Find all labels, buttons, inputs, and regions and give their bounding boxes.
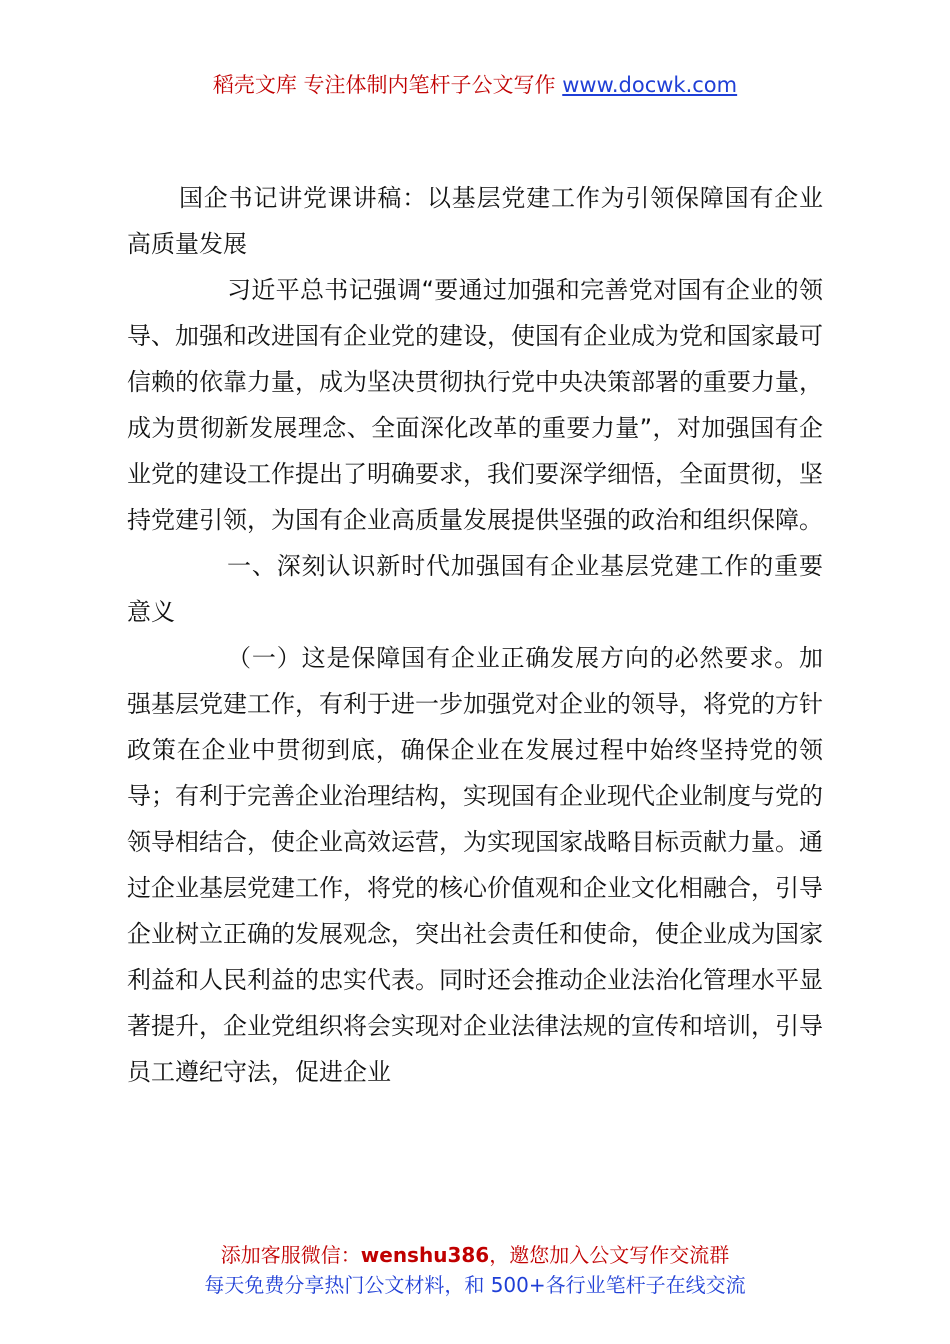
document-body	[127, 175, 823, 1095]
footer-contact-prefix: 添加客服微信：	[220, 1243, 361, 1267]
page-footer	[0, 1240, 950, 1300]
footer-promo-line: 每天免费分享热门公文材料，和 500+各行业笔杆子在线交流	[204, 1273, 746, 1297]
footer-contact-suffix: ，邀您加入公文写作交流群	[489, 1243, 730, 1267]
site-link[interactable]: www.docwk.com	[562, 73, 738, 97]
paragraph: 习近平总书记强调“要通过加强和完善党对国有企业的领导、加强和改进国有企业党的建设，使国有企业成为党和国家最可信赖的依靠力量，成为坚决贯彻执行党中央决策部署的重要力量，成为贯彻新发展理念、全面深化改革的重要力量”，对加强国有企业党的建设工作提出了明确要求，我们要深学细悟，全面贯彻，坚持党建引领，为国有企业高质量发展提供坚强的政治和组织保障。	[127, 276, 823, 534]
page-header	[0, 70, 950, 100]
paragraph: （一）这是保障国有企业正确发展方向的必然要求。加强基层党建工作，有利于进一步加强党对企业的领导，将党的方针政策在企业中贯彻到底，确保企业在发展过程中始终坚持党的领导；有利于完善企业治理结构，实现国有企业现代企业制度与党的领导相结合，使企业高效运营，为实现国家战略目标贡献力量。通过企业基层党建工作，将党的核心价值观和企业文化相融合，引导企业树立正确的发展观念，突出社会责任和使命，使企业成为国家利益和人民利益的忠实代表。同时还会推动企业法治化管理水平显著提升，企业党组织将会实现对企业法律法规的宣传和培训，引导员工遵纪守法，促进企业	[127, 644, 823, 1086]
document-title: 国企书记讲党课讲稿：以基层党建工作为引领保障国有企业高质量发展	[127, 184, 823, 258]
section-heading: 一、深刻认识新时代加强国有企业基层党建工作的重要意义	[127, 552, 823, 626]
wechat-id: wenshu386	[360, 1243, 490, 1267]
brand-text: 稻壳文库 专注体制内笔杆子公文写作	[212, 73, 556, 97]
footer-contact-line	[0, 1240, 950, 1270]
